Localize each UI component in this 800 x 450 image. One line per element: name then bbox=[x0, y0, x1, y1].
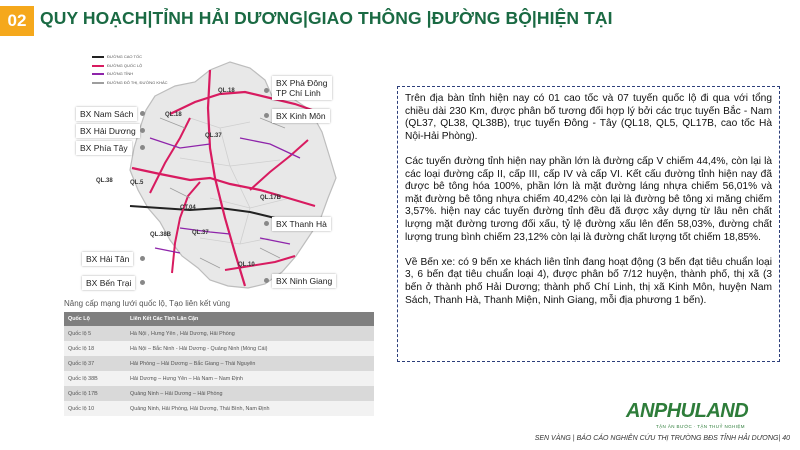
table-cell: Quốc lộ 18 bbox=[64, 341, 126, 356]
table-cell: Quảng Ninh – Hải Dương – Hải Phòng bbox=[126, 386, 374, 401]
table-header-row bbox=[64, 312, 374, 326]
footer-text: SEN VÀNG | BÁO CÁO NGHIÊN CỨU THỊ TRƯỜNG BĐS TỈNH HẢI DƯƠNG| 40 bbox=[534, 435, 790, 442]
table-row bbox=[64, 386, 374, 401]
table-cell: Quốc lộ 38B bbox=[64, 371, 126, 386]
station-marker bbox=[264, 88, 269, 93]
table-header: Liên Kết Các Tỉnh Lân Cận bbox=[126, 312, 374, 326]
station-label: TP Chí Linh bbox=[276, 88, 321, 98]
road-label-ct04: CT.04 bbox=[180, 205, 196, 211]
station-marker bbox=[140, 111, 145, 116]
legend-swatch bbox=[92, 65, 104, 67]
station-phia-tay: BX Phía Tây bbox=[76, 141, 132, 155]
road-label-ql18: QL.18 bbox=[218, 88, 235, 94]
table-cell: Hải Phòng – Hải Dương – Bắc Giang – Thái Nguyên bbox=[126, 356, 374, 371]
station-pha-dong bbox=[272, 76, 332, 100]
table-row bbox=[64, 326, 374, 341]
road-label-ql37: QL.37 bbox=[205, 133, 222, 139]
station-thanh-ha: BX Thanh Hà bbox=[272, 217, 331, 231]
station-ninh-giang: BX Ninh Giang bbox=[272, 274, 336, 288]
table-cell: Hà Nội – Bắc Ninh - Hải Dương - Quảng Ninh (Móng Cái) bbox=[126, 341, 374, 356]
station-marker bbox=[140, 145, 145, 150]
station-marker bbox=[264, 221, 269, 226]
table-row bbox=[64, 356, 374, 371]
table-cell: Quốc lộ 37 bbox=[64, 356, 126, 371]
station-hai-duong: BX Hải Dương bbox=[76, 124, 140, 138]
station-marker bbox=[264, 278, 269, 283]
station-ben-trai: BX Bến Trại bbox=[82, 276, 135, 290]
road-label-ql37: QL.37 bbox=[192, 230, 209, 236]
station-label: BX Phả Đông bbox=[276, 78, 328, 88]
description-box bbox=[397, 86, 780, 362]
table-cell: Quốc lộ 10 bbox=[64, 401, 126, 416]
legend-swatch bbox=[92, 73, 104, 75]
page-title: QUY HOẠCH|TỈNH HẢI DƯƠNG|GIAO THÔNG |ĐƯỜNG BỘ|HIỆN TẠI bbox=[40, 8, 613, 28]
logo-name: ANPHULAND bbox=[626, 400, 749, 422]
road-label-ql17b: QL.17B bbox=[260, 195, 282, 201]
table-cell: Hải Dương – Hưng Yên – Hà Nam – Nam Định bbox=[126, 371, 374, 386]
table-header: Quốc Lộ bbox=[64, 312, 126, 326]
legend-label: ĐƯỜNG ĐÔ THỊ, ĐƯỜNG KHÁC bbox=[107, 79, 168, 85]
road-label-ql38: QL.38 bbox=[96, 178, 113, 184]
road-label-ql38b: QL.38B bbox=[150, 232, 172, 238]
table-cell: Quốc lộ 17B bbox=[64, 386, 126, 401]
station-nam-sach: BX Nam Sách bbox=[76, 107, 137, 121]
legend-label: ĐƯỜNG QUỐC LỘ bbox=[107, 62, 143, 68]
paragraph-provincial-roads: Các tuyến đường tỉnh hiện nay phần lớn là đường cấp V chiếm 44,4%, còn lại là các loại đường cấp II, cấp III, cấp IV và cấp VI. Kết cấu đường tỉnh hiện nay đã được bê tông hóa 100%, phần lớn là mặt đường láng nhựa chiếm 56,01% và mặt đường bê tông nhựa chiếm 40,42% còn lại là đường bê tông xi măng chiếm 3,57%. hiện nay các tuyến đường tỉnh đều đã được xây dựng từ lâu nên chất lượng mặt đường tương đối xấu, tỷ lệ đường xấu lên đến 58,03%, đường chất lượng trung bình chiếm 23,12% còn lại là đường chất lượng tốt chiếm 18,85%. bbox=[405, 155, 772, 243]
map-legend bbox=[92, 53, 168, 87]
logo-tagline: TẬN ÂN BƯỚC · TẬN THUỶ NGHIỆM bbox=[656, 424, 745, 429]
road-label-ql5: QL.5 bbox=[130, 180, 144, 186]
header bbox=[0, 0, 800, 40]
section-number: 02 bbox=[0, 6, 34, 36]
legend-swatch bbox=[92, 56, 104, 58]
table-cell: Quốc lộ 5 bbox=[64, 326, 126, 341]
road-label-ql10: QL.10 bbox=[238, 262, 255, 268]
table-row bbox=[64, 341, 374, 356]
station-hai-tan: BX Hải Tân bbox=[82, 252, 133, 266]
station-marker bbox=[140, 256, 145, 261]
paragraph-highways: Trên địa bàn tỉnh hiện nay có 01 cao tốc và 07 tuyến quốc lộ đi qua với tổng chiều dài 230 Km, được phân bố tương đối hợp lý bởi các trục tuyến Bắc - Nam (QL37, QL38, QL38B), trục tuyến Đông - Tây (QL18, QL5, QL17B, cao tốc Hà Nội-Hải Phòng). bbox=[405, 93, 772, 142]
station-marker bbox=[140, 128, 145, 133]
legend-label: ĐƯỜNG TỈNH bbox=[107, 71, 134, 76]
table-cell: Quảng Ninh, Hải Phòng, Hải Dương, Thái Bình, Nam Định bbox=[126, 401, 374, 416]
table-cell: Hà Nội , Hưng Yên , Hải Dương, Hải Phòng bbox=[126, 326, 374, 341]
paragraph-bus-stations: Về Bến xe: có 9 bến xe khách liên tỉnh đang hoạt động (3 bến đạt tiêu chuẩn loại 3, 6 bến đạt tiêu chuẩn loại 4), được phân bố 7/12 huyện, thành phố, thị xã (3 bến ở thành phố Hải Dương; thành phố Chí Linh, thị xã Kinh Môn, huyện Nam Sách, Thanh Hà, Thanh Miện, Ninh Giang, mỗi địa phương 1 bến). bbox=[405, 256, 772, 306]
legend-label: ĐƯỜNG CAO TỐC bbox=[107, 54, 142, 59]
highway-link-table bbox=[64, 312, 374, 416]
legend-swatch bbox=[92, 82, 104, 84]
table-row bbox=[64, 371, 374, 386]
table-row bbox=[64, 401, 374, 416]
road-label-ql18: QL.18 bbox=[165, 112, 182, 118]
station-marker bbox=[264, 113, 269, 118]
table-caption: Nâng cấp mạng lưới quốc lộ, Tạo liên kết vùng bbox=[64, 299, 231, 308]
station-kinh-mon: BX Kinh Môn bbox=[272, 109, 330, 123]
anphuland-logo bbox=[626, 400, 776, 434]
station-marker bbox=[140, 280, 145, 285]
